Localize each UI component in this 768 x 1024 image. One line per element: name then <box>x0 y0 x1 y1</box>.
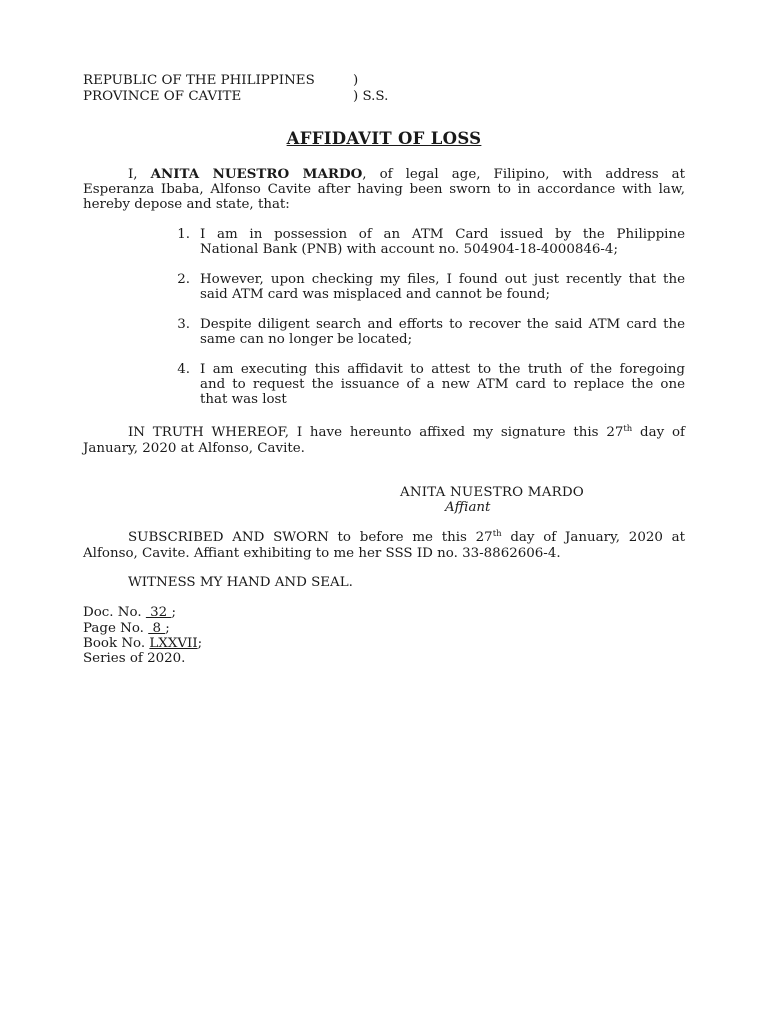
page-no-terminator: ; <box>165 621 170 636</box>
intro-line-1 <box>128 167 685 183</box>
witness-line: WITNESS MY HAND AND SEAL. <box>128 575 353 590</box>
book-no-label: Book No. <box>83 636 146 651</box>
affiant-name-inline: ANITA NUESTRO MARDO <box>150 166 363 182</box>
item-4-line-1: I am executing this affidavit to attest to the truth of the foregoing <box>200 362 685 377</box>
intro-lead: I, <box>128 167 138 182</box>
item-number: 1. <box>177 227 190 242</box>
doc-no-terminator: ; <box>171 605 176 620</box>
truth-line-1-before: IN TRUTH WHEREOF, I have hereunto affixed my signature this 27 <box>128 425 624 440</box>
venue-paren-1: ) <box>353 73 359 88</box>
truth-line-2: January, 2020 at Alfonso, Cavite. <box>83 441 305 456</box>
item-1-line-2: National Bank (PNB) with account no. 504904-18-4000846-4; <box>200 242 618 257</box>
sworn-line-1 <box>128 530 685 546</box>
truth-line-1-after: day of <box>632 425 685 440</box>
intro-line-1-rest: , of legal age, Filipino, with address at <box>362 167 685 182</box>
item-2-line-1: However, upon checking my files, I found out just recently that the <box>200 272 685 287</box>
doc-no-label: Doc. No. <box>83 605 142 620</box>
intro-line-3: hereby depose and state, that: <box>83 197 290 212</box>
page-no-label: Page No. <box>83 621 144 636</box>
truth-ordinal: th <box>623 424 633 434</box>
item-4-line-2: and to request the issuance of a new ATM card to replace the one <box>200 377 685 392</box>
book-no-terminator: ; <box>197 636 203 651</box>
item-number: 4. <box>177 362 190 377</box>
item-1-line-1: I am in possession of an ATM Card issued by the Philippine <box>200 227 685 242</box>
doc-no <box>83 605 176 621</box>
item-number: 2. <box>177 272 190 287</box>
sworn-line-1-after: day of January, 2020 at <box>501 530 685 545</box>
item-4-line-3: that was lost <box>200 392 287 407</box>
book-no-value: LXXVII <box>149 636 198 651</box>
doc-no-value: 32 <box>145 605 172 620</box>
sworn-ordinal: th <box>492 529 502 539</box>
truth-line-1 <box>128 425 685 441</box>
page-no-value: 8 <box>148 621 166 636</box>
venue-paren-2: ) S.S. <box>353 89 389 104</box>
page-no <box>83 621 170 637</box>
item-3-line-1: Despite diligent search and efforts to recover the said ATM card the <box>200 317 685 332</box>
item-number: 3. <box>177 317 190 332</box>
document-title: AFFIDAVIT OF LOSS <box>286 129 482 148</box>
item-2-line-2: said ATM card was misplaced and cannot be found; <box>200 287 550 302</box>
series-line: Series of 2020. <box>83 651 186 666</box>
venue-province: PROVINCE OF CAVITE <box>83 89 242 104</box>
item-3-line-2: same can no longer be located; <box>200 332 413 347</box>
intro-line-2: Esperanza Ibaba, Alfonso Cavite after having been sworn to in accordance with law, <box>83 182 685 197</box>
sworn-line-1-before: SUBSCRIBED AND SWORN to before me this 27 <box>128 530 493 545</box>
affiant-signature-name: ANITA NUESTRO MARDO <box>400 485 584 500</box>
book-no <box>83 636 202 652</box>
affiant-label: Affiant <box>445 500 491 515</box>
sworn-line-2: Alfonso, Cavite. Affiant exhibiting to me her SSS ID no. 33-8862606-4. <box>83 546 561 561</box>
venue-republic: REPUBLIC OF THE PHILIPPINES <box>83 73 315 88</box>
